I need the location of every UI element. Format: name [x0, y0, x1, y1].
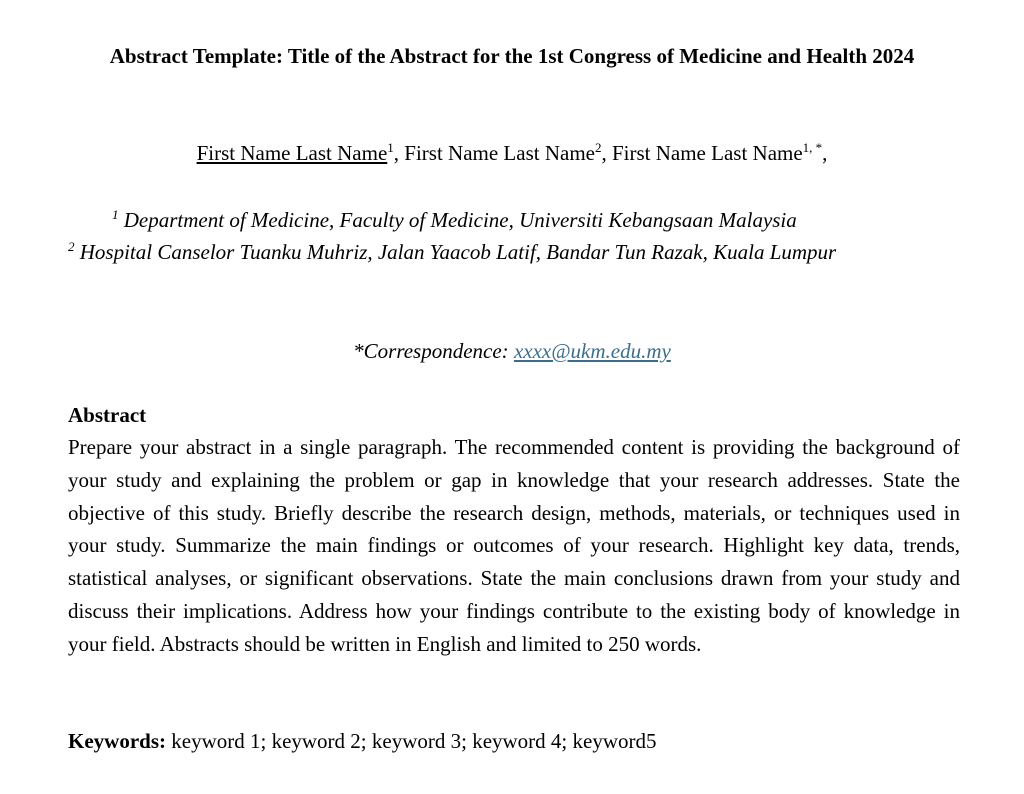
- affiliation-1: [68, 204, 958, 236]
- keywords-value: keyword 1; keyword 2; keyword 3; keyword 4; keyword5: [166, 729, 657, 753]
- affiliation-1-mark: 1: [112, 207, 119, 222]
- document-title: Abstract Template: Title of the Abstract for the 1st Congress of Medicine and Health 2024: [109, 44, 915, 68]
- author-2-affiliation-mark: 2: [594, 140, 602, 155]
- affiliation-2: [68, 236, 958, 268]
- author-1-name: First Name Last Name: [196, 141, 388, 165]
- affiliation-2-text: Hospital Canselor Tuanku Muhriz, Jalan Yaacob Latif, Bandar Tun Razak, Kuala Lumpur: [74, 240, 837, 264]
- affiliation-list: [68, 204, 958, 268]
- author-3-affiliation-mark: 1, *: [802, 140, 823, 155]
- correspondence-email-link[interactable]: xxxx@ukm.edu.my: [513, 339, 671, 363]
- abstract-heading: Abstract: [68, 403, 147, 427]
- author-2-name: First Name Last Name: [404, 141, 595, 165]
- author-trailing-comma: ,: [822, 141, 828, 165]
- author-3-name: First Name Last Name: [611, 141, 803, 165]
- author-separator: ,: [601, 141, 612, 165]
- keywords-label: Keywords:: [68, 729, 166, 753]
- affiliation-2-mark: 2: [68, 239, 75, 254]
- author-separator: ,: [393, 141, 405, 165]
- affiliation-1-text: Department of Medicine, Faculty of Medicine, Universiti Kebangsaan Malaysia: [118, 208, 797, 232]
- author-1-affiliation-mark: 1: [387, 140, 394, 155]
- abstract-body: Prepare your abstract in a single paragraph. The recommended content is providing the background of your study and explaining the problem or gap in knowledge that your research addresses. State the objective of this study. Briefly describe the research design, methods, materials, or techniques used in your study. Summarize the main findings or outcomes of your research. Highlight key data, trends, statistical analyses, or significant observations. State the main conclusions drawn from your study and discuss their implications. Address how your findings contribute to the existing body of knowledge in your field. Abstracts should be written in English and limited to 250 words.: [68, 435, 960, 656]
- correspondence: [40, 336, 984, 366]
- keywords: [68, 726, 657, 756]
- author-list: [40, 138, 984, 168]
- correspondence-label: *Correspondence:: [353, 339, 514, 363]
